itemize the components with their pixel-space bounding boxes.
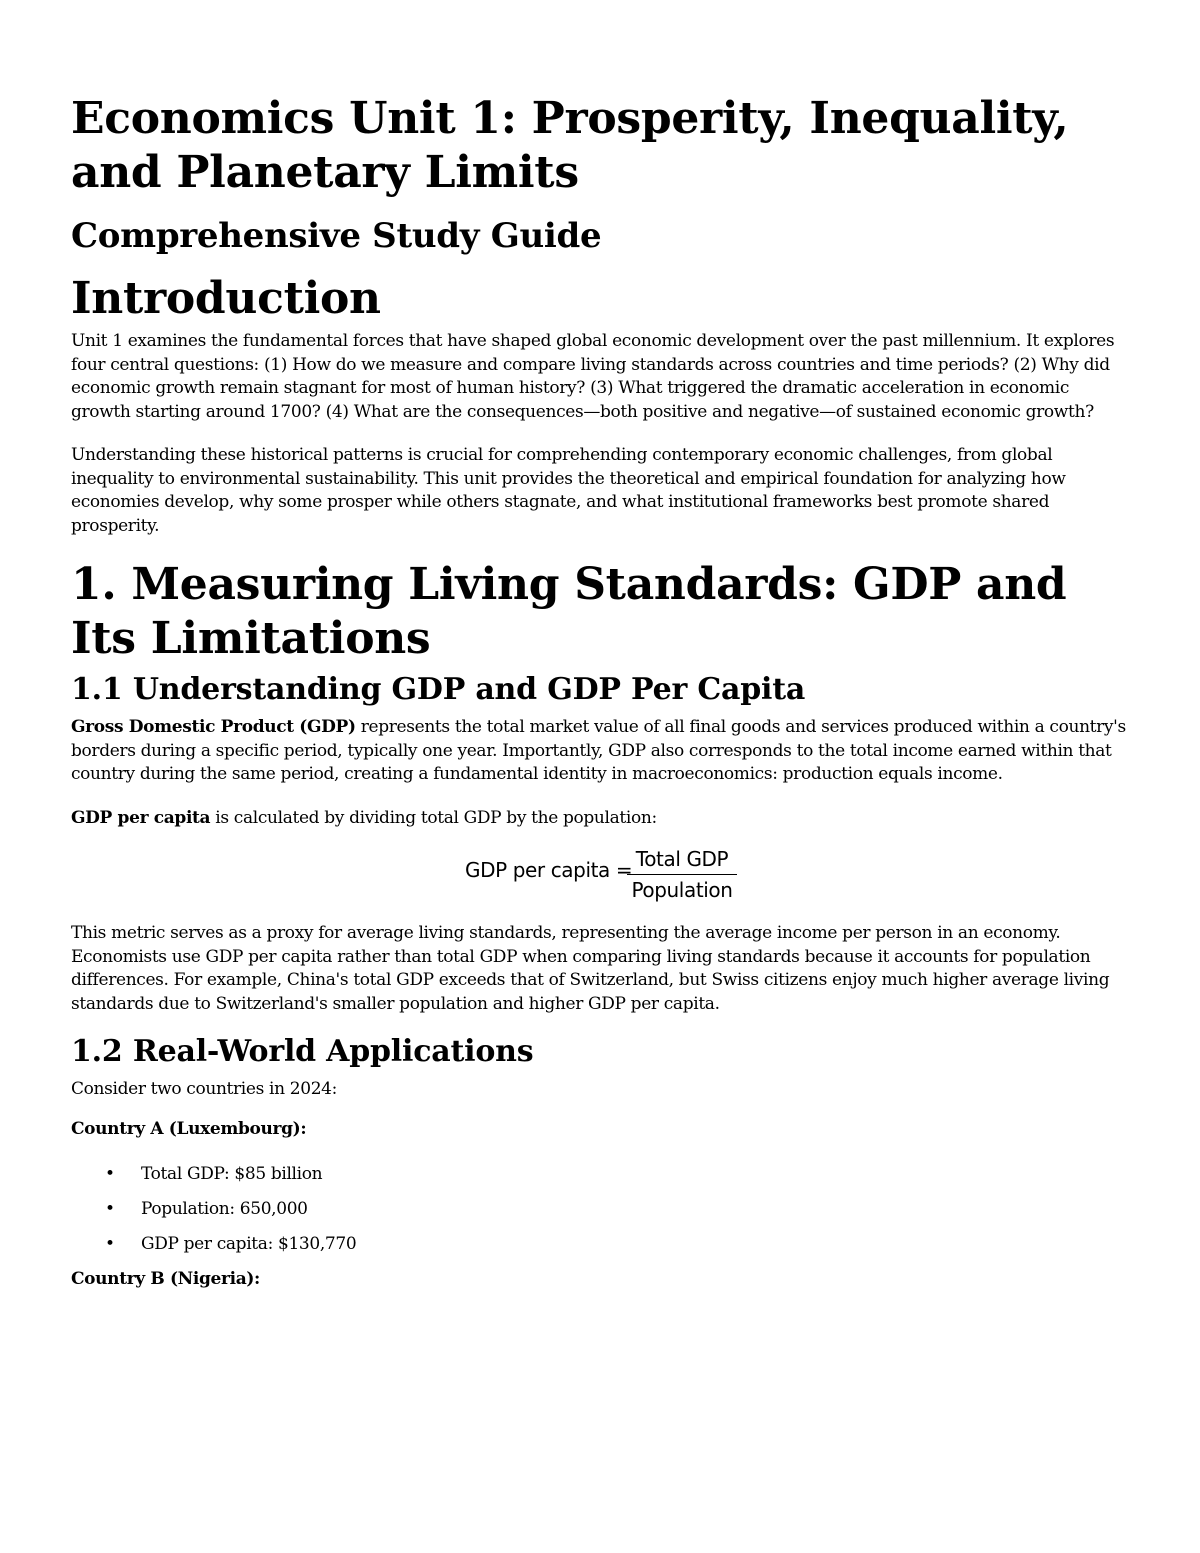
document-page xyxy=(71,92,1133,1308)
section-1-heading: 1. Measuring Living Standards: GDP and Its Limitations xyxy=(71,559,1067,664)
gdp-per-capita-paragraph xyxy=(71,807,1133,831)
applications-intro: Consider two countries in 2024: xyxy=(71,1079,338,1099)
country-a-label xyxy=(71,1118,1133,1142)
document-title: Economics Unit 1: Prosperity, Inequality, and Planetary Limits xyxy=(71,93,1069,198)
bullet-icon: • xyxy=(105,1234,115,1254)
fraction-bar xyxy=(627,874,737,875)
document-subtitle: Comprehensive Study Guide xyxy=(71,216,602,256)
gdp-per-capita-formula xyxy=(71,846,1133,908)
gdp-definition-paragraph xyxy=(71,716,1133,787)
formula-denominator: Population xyxy=(631,878,733,902)
list-item-text: Total GDP: $85 billion xyxy=(141,1164,323,1184)
gdp-definition-text: represents the total market value of all final goods and services produced within a country's borders during a specific period, typically one year. Importantly, GDP also corresponds to the total income earned within that country during the same period, creating a fundamental identity in macroeconomics: production equals income. xyxy=(71,717,1126,784)
list-item xyxy=(71,1227,1133,1262)
subsection-1-1-heading: 1.1 Understanding GDP and GDP Per Capita xyxy=(71,672,806,707)
list-item xyxy=(71,1192,1133,1227)
country-a-label-text: Country A (Luxembourg): xyxy=(71,1118,307,1139)
bullet-icon: • xyxy=(105,1199,115,1219)
gdp-proxy-paragraph: This metric serves as a proxy for average living standards, representing the average income per person in an economy. Economists use GDP per capita rather than total GDP when comparing living standards because it accounts for population differences. For example, China's total GDP exceeds that of Switzerland, but Swiss citizens enjoy much higher average living standards due to Switzerland's smaller population and higher GDP per capita. xyxy=(71,923,1110,1014)
formula-numerator: Total GDP xyxy=(635,847,729,871)
formula-fraction xyxy=(627,846,737,903)
intro-heading: Introduction xyxy=(71,273,381,324)
country-a-list xyxy=(71,1157,1133,1262)
gdp-per-capita-term: GDP per capita xyxy=(71,807,211,828)
formula-lhs: GDP per capita = xyxy=(465,858,633,882)
list-item xyxy=(71,1157,1133,1192)
list-item-text: GDP per capita: $130,770 xyxy=(141,1234,357,1254)
country-b-label xyxy=(71,1268,1133,1292)
intro-paragraph-1: Unit 1 examines the fundamental forces that have shaped global economic development over the past millennium. It explores four central questions: (1) How do we measure and compare living standards across countries and time periods? (2) Why did economic growth remain stagnant for most of human history? (3) What triggered the dramatic acceleration in economic growth starting around 1700? (4) What are the consequences—both positive and negative—of sustained economic growth? xyxy=(71,331,1115,422)
gdp-per-capita-text: is calculated by dividing total GDP by the population: xyxy=(210,807,657,828)
gdp-term: Gross Domestic Product (GDP) xyxy=(71,717,356,737)
subsection-1-2-heading: 1.2 Real-World Applications xyxy=(71,1034,534,1069)
list-item-text: Population: 650,000 xyxy=(141,1199,308,1219)
country-b-label-text: Country B (Nigeria): xyxy=(71,1269,260,1289)
intro-paragraph-2: Understanding these historical patterns is crucial for comprehending contemporary economic challenges, from global inequality to environmental sustainability. This unit provides the theoretical and empirical foundation for analyzing how economies develop, why some prosper while others stagnate, and what institutional frameworks best promote shared prosperity. xyxy=(71,445,1066,536)
bullet-icon: • xyxy=(105,1164,115,1184)
